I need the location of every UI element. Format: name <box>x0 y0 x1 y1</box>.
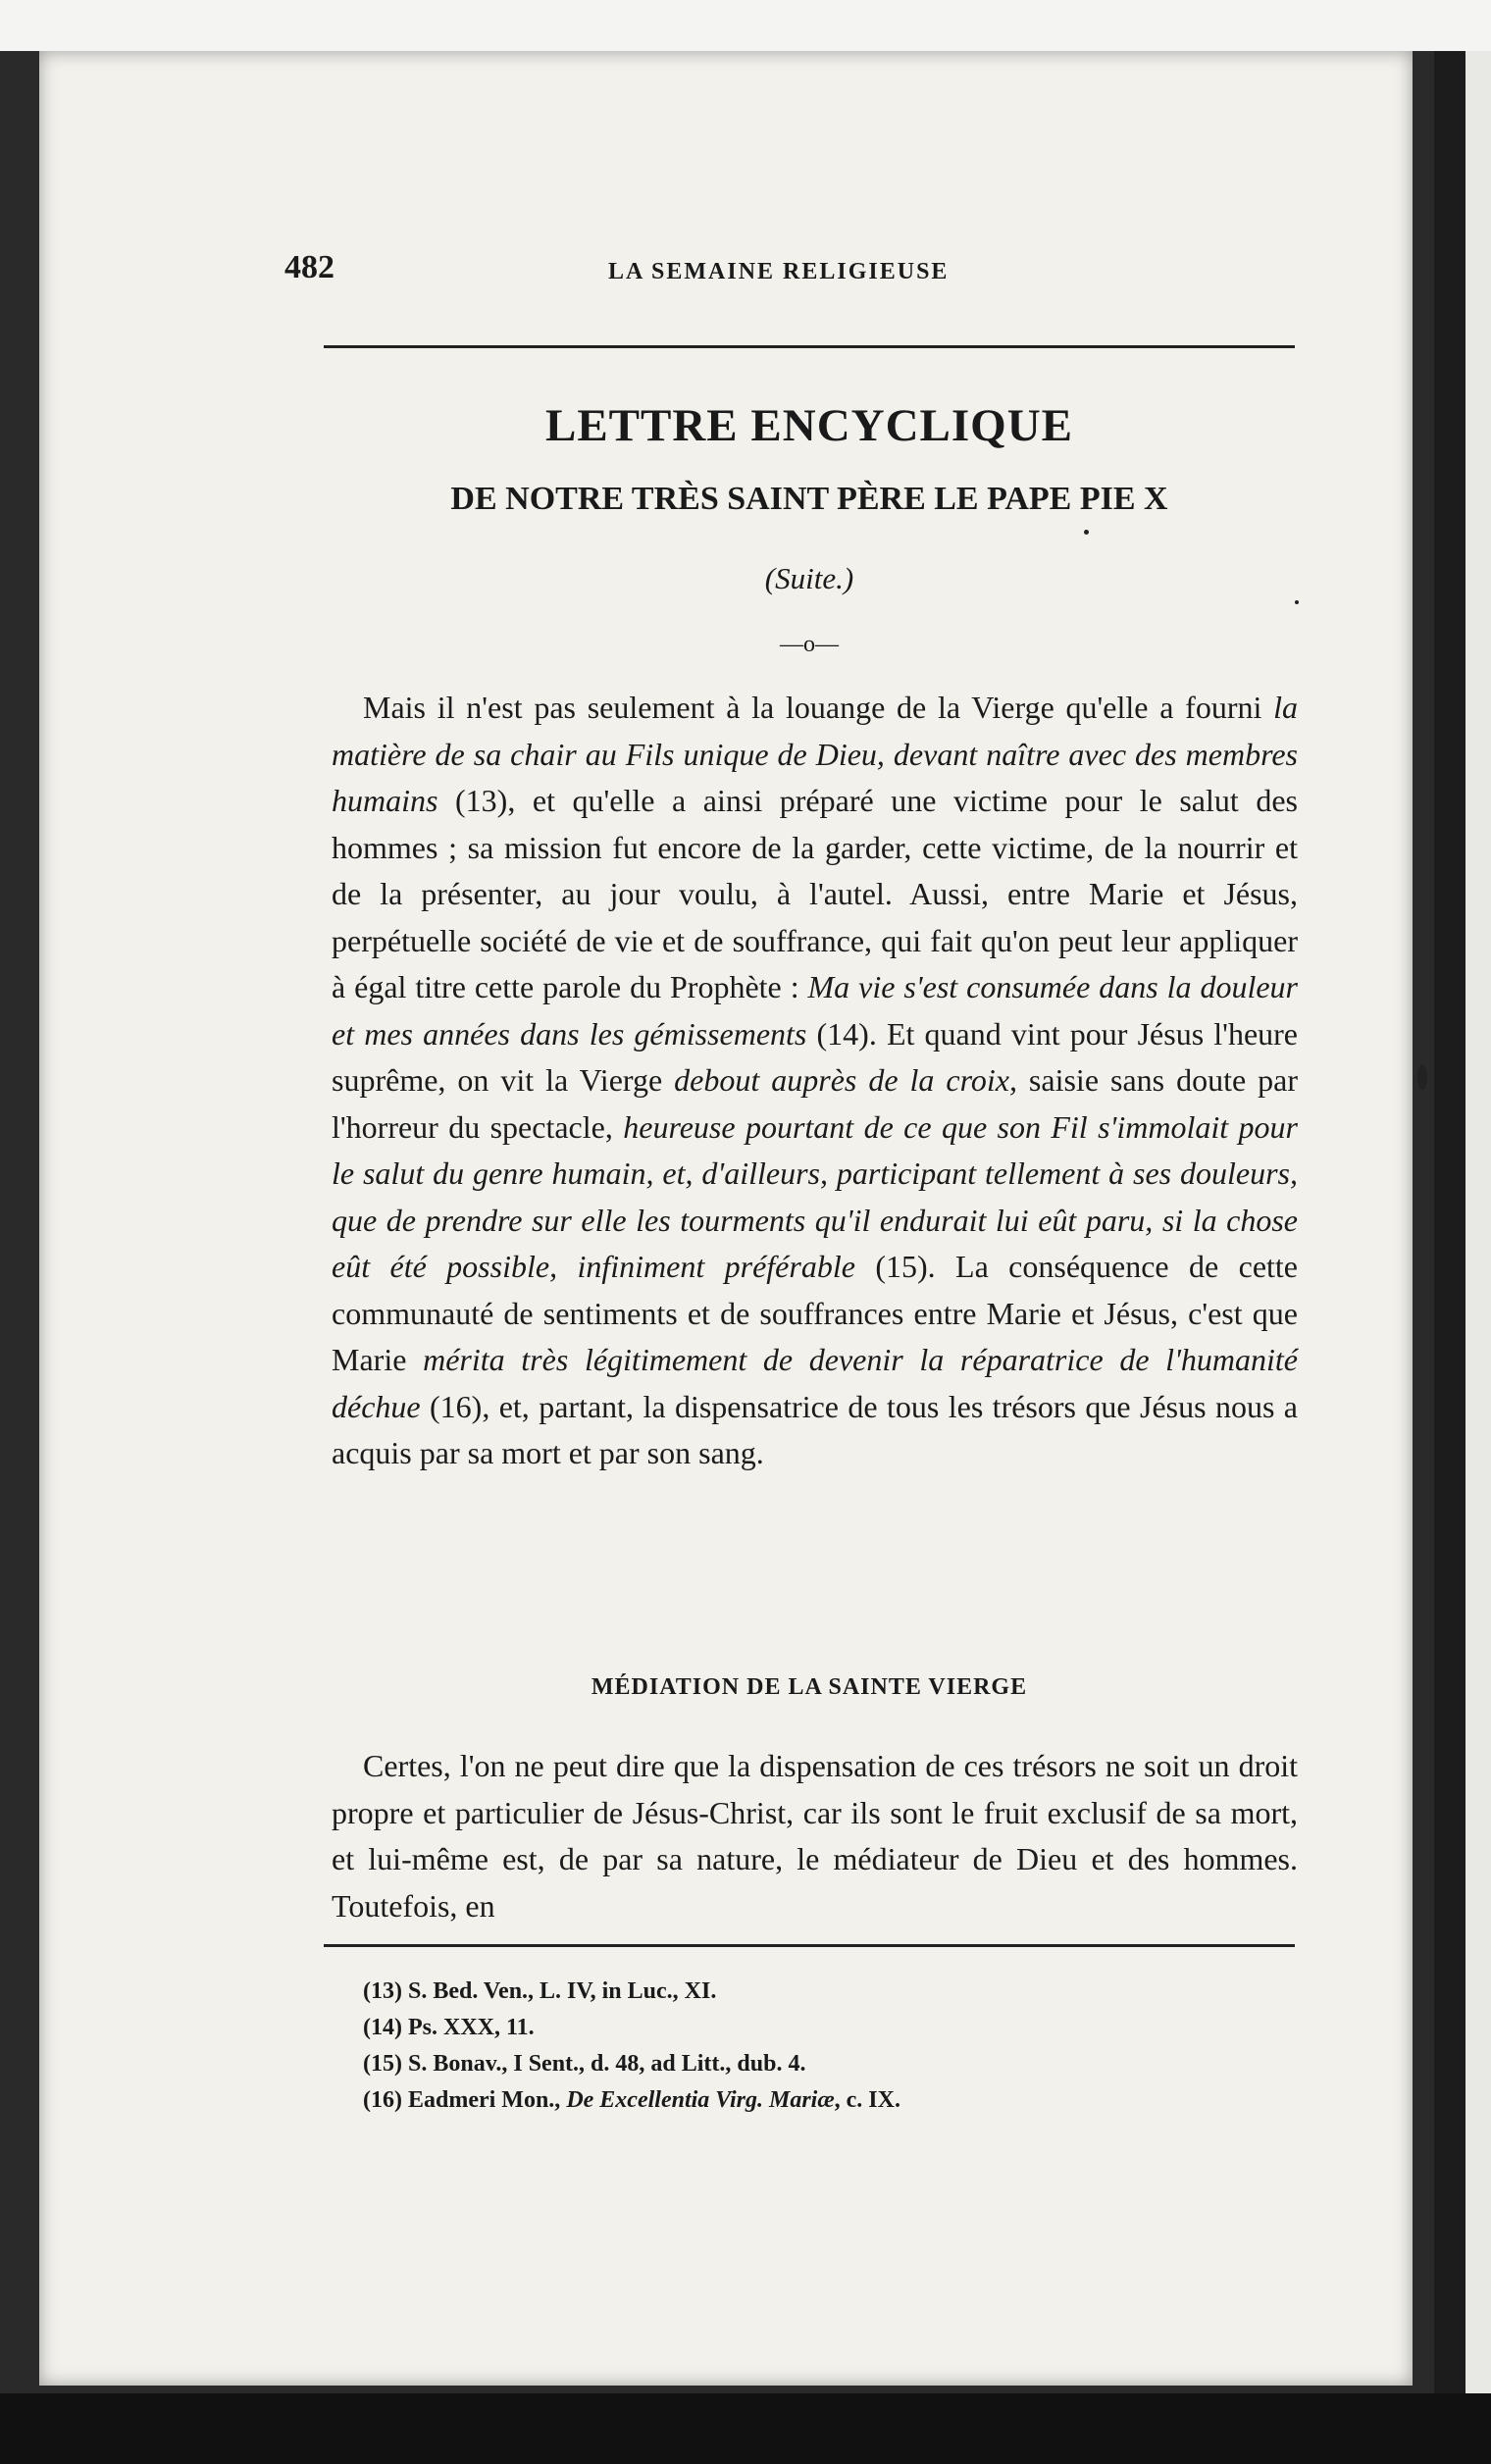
dust-speck <box>1084 530 1089 535</box>
footnote-text: S. Bed. Ven., L. IV, in Luc., XI. <box>407 1978 717 2004</box>
footnote-item <box>363 2046 1305 2082</box>
ornament-divider: —o— <box>780 632 839 657</box>
text-run: saisie sans doute par l'horreur du spectacle, <box>332 1062 1299 1145</box>
film-top-margin <box>0 0 1491 51</box>
footnote-number: (13) <box>363 1978 408 2004</box>
footnote-number: (16) <box>363 2087 408 2113</box>
journal-title: LA SEMAINE RELIGIEUSE <box>608 259 950 284</box>
body-paragraph-1 <box>332 685 1298 1477</box>
footnote-item <box>363 2010 1305 2046</box>
footnote-number: (15) <box>363 2051 408 2077</box>
italic-quotation: debout auprès de la croix, <box>674 1062 1017 1098</box>
footnote-number: (14) <box>363 2015 408 2040</box>
scanned-page <box>39 51 1413 2386</box>
italic-quotation: la matière de sa chair au Fils unique de Dieu, devant naître avec des membres humains <box>332 690 1298 818</box>
italic-quotation: mérita très légitimement de devenir la réparatrice de l'humanité déchue <box>332 1342 1299 1424</box>
text-run: (16), et, partant, la dispensatrice de tous les trésors que Jésus nous a acquis par sa mort et par son sang. <box>332 1388 1298 1470</box>
text-run: (15). La conséquence de cette communauté de sentiments et de souffrances entre Marie et Jésus, c'est que Marie <box>332 1249 1299 1377</box>
film-bottom-margin <box>0 2393 1491 2464</box>
text-run: (13), et qu'elle a ainsi préparé une victime pour le salut des hommes ; sa mission fut encore de la garder, cette victime, de la nourrir et de la présenter, au jour voulu, à l'autel. Aussi, entre Marie et Jésus, perpétuelle société de vie et de souffrance, qui fait qu'on peut leur appliquer à égal titre cette parole du Prophète : <box>332 783 1298 1004</box>
footnote-tail: , c. IX. <box>834 2087 900 2113</box>
footnote-rule <box>324 1944 1295 1947</box>
header-rule <box>324 345 1295 348</box>
film-right-edge <box>1465 51 1491 2464</box>
page-number: 482 <box>284 249 334 285</box>
text-run: Mais il n'est pas seulement à la louange de la Vierge qu'elle a fourni <box>363 690 1274 725</box>
italic-quotation: heureuse pourtant de ce que son Fil s'immolait pour le salut du genre humain, et, d'ailleurs, participant tellement à ses douleurs, que de prendre sur elle les tourments qu'il endurait lui eût paru, si la chose eût été possible, infiniment préférable <box>332 1108 1299 1284</box>
text-run: (14). Et quand vint pour Jésus l'heure suprême, on vit la Vierge <box>332 1015 1299 1098</box>
body-paragraph-2: Certes, l'on ne peut dire que la dispensation de ces trésors ne soit un droit propre et particulier de Jésus-Christ, car ils sont le fruit exclusif de sa mort, et lui-même est, de par sa nature, le médiateur de Dieu et des hommes. Toutefois, en <box>332 1748 1298 1924</box>
footnote-text: S. Bonav., I Sent., d. 48, ad Litt., dub. 4. <box>407 2051 806 2077</box>
footnote-italic-title: De Excellentia Virg. Mariæ <box>566 2087 835 2113</box>
article-title: LETTRE ENCYCLIQUE <box>544 400 1074 451</box>
dust-speck <box>1295 600 1299 604</box>
continuation-note: (Suite.) <box>764 561 854 595</box>
italic-quotation: Ma vie s'est consumée dans la douleur et mes années dans les gémissements <box>332 969 1298 1052</box>
footnote-item <box>363 2082 1305 2119</box>
section-heading: MÉDIATION DE LA SAINTE VIERGE <box>591 1674 1028 1700</box>
article-subtitle: DE NOTRE TRÈS SAINT PÈRE LE PAPE PIE X <box>450 481 1168 517</box>
dust-speck <box>1417 1064 1427 1090</box>
footnote-item <box>363 1974 1305 2010</box>
footnote-text: Ps. XXX, 11. <box>407 2015 535 2040</box>
running-head <box>284 249 1295 296</box>
footnotes-list <box>363 1974 1305 2119</box>
footnote-text: Eadmeri Mon., <box>407 2087 567 2113</box>
